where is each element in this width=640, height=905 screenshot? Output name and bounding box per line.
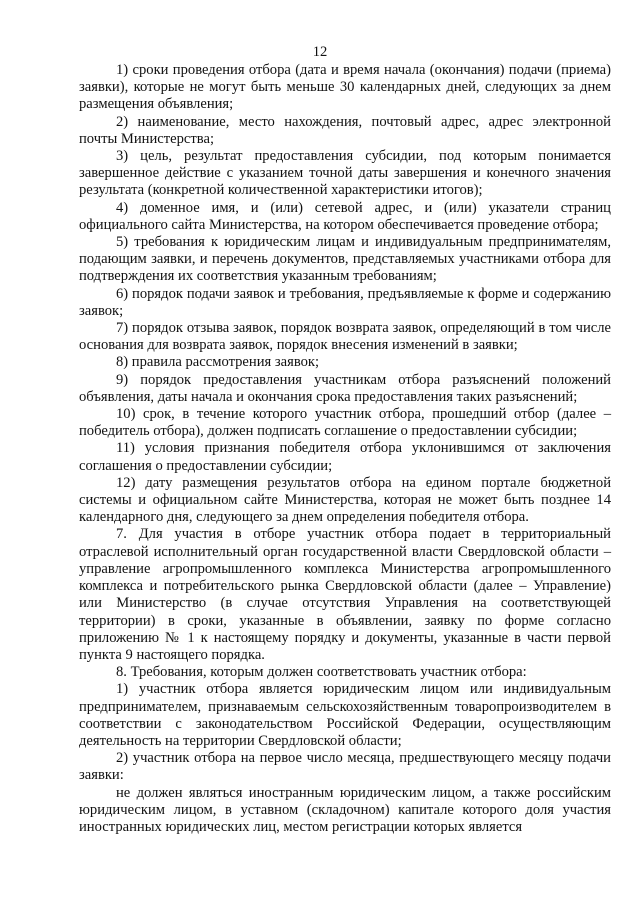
page-number: 12 [312, 44, 328, 60]
document-body [79, 62, 611, 836]
paragraph-announcement-item-10: 10) срок, в течение которого участник отбора, прошедший отбор (далее – победитель отбора), должен подписать соглашение о предоставлении субсидии; [79, 406, 611, 440]
paragraph-announcement-item-3: 3) цель, результат предоставления субсидии, под которым понимается завершенное действие с указанием точной даты завершения и конечного значения результата (конкретной количественной характеристики итогов); [79, 148, 611, 199]
paragraph-clause-7: 7. Для участия в отборе участник отбора подает в территориальный отраслевой исполнительный орган государственной власти Свердловской области – управление агропромышленного комплекса Министерства агропромышленного комплекса и потребительского рынка Свердловской области (далее – Управление) или Министерство (в случае отсутствия Управления на соответствующей территории) в сроки, указанные в объявлении, заявку по форме согласно приложению № 1 к настоящему порядку и документы, указанные в части первой пункта 9 настоящего порядка. [79, 526, 611, 663]
paragraph-announcement-item-9: 9) порядок предоставления участникам отбора разъяснений положений объявления, даты начала и окончания срока предоставления таких разъяснений; [79, 371, 611, 405]
paragraph-requirement-2-detail: не должен являться иностранным юридическим лицом, а также российским юридическим лицом, в уставном (складочном) капитале которого доля участия иностранных юридических лиц, местом регистрации которых является [79, 784, 611, 835]
paragraph-requirement-2: 2) участник отбора на первое число месяца, предшествующего месяцу подачи заявки: [79, 750, 611, 784]
paragraph-announcement-item-12: 12) дату размещения результатов отбора на едином портале бюджетной системы и официальном сайте Министерства, которая не может быть позднее 14 календарного дня, следующего за днем определения победителя отбора. [79, 474, 611, 526]
paragraph-announcement-item-1: 1) сроки проведения отбора (дата и время начала (окончания) подачи (приема) заявки), которые не могут быть меньше 30 календарных дней, следующих за днем размещения объявления; [79, 62, 611, 113]
paragraph-announcement-item-6: 6) порядок подачи заявок и требования, предъявляемые к форме и содержанию заявок; [79, 285, 611, 319]
paragraph-announcement-item-5: 5) требования к юридическим лицам и индивидуальным предпринимателям, подающим заявки, и перечень документов, представляемых участниками отбора для подтверждения их соответствия указанным требованиям; [79, 234, 611, 285]
paragraph-announcement-item-11: 11) условия признания победителя отбора уклонившимся от заключения соглашения о предоставлении субсидии; [79, 440, 611, 474]
paragraph-announcement-item-7: 7) порядок отзыва заявок, порядок возврата заявок, определяющий в том числе основания для возврата заявок, порядок внесения изменений в заявки; [79, 320, 611, 354]
paragraph-announcement-item-4: 4) доменное имя, и (или) сетевой адрес, и (или) указатели страниц официального сайта Министерства, на котором обеспечивается проведение отбора; [79, 199, 611, 233]
paragraph-announcement-item-8: 8) правила рассмотрения заявок; [116, 354, 320, 371]
paragraph-announcement-item-2: 2) наименование, место нахождения, почтовый адрес, адрес электронной почты Министерства; [79, 113, 611, 147]
paragraph-requirement-1: 1) участник отбора является юридическим лицом или индивидуальным предпринимателем, признаваемым сельскохозяйственным товаропроизводителем в соответствии с законодательством Российской Федерации, осуществляющим деятельность на территории Свердловской области; [79, 681, 611, 749]
paragraph-clause-8: 8. Требования, которым должен соответствовать участник отбора: [116, 664, 527, 681]
